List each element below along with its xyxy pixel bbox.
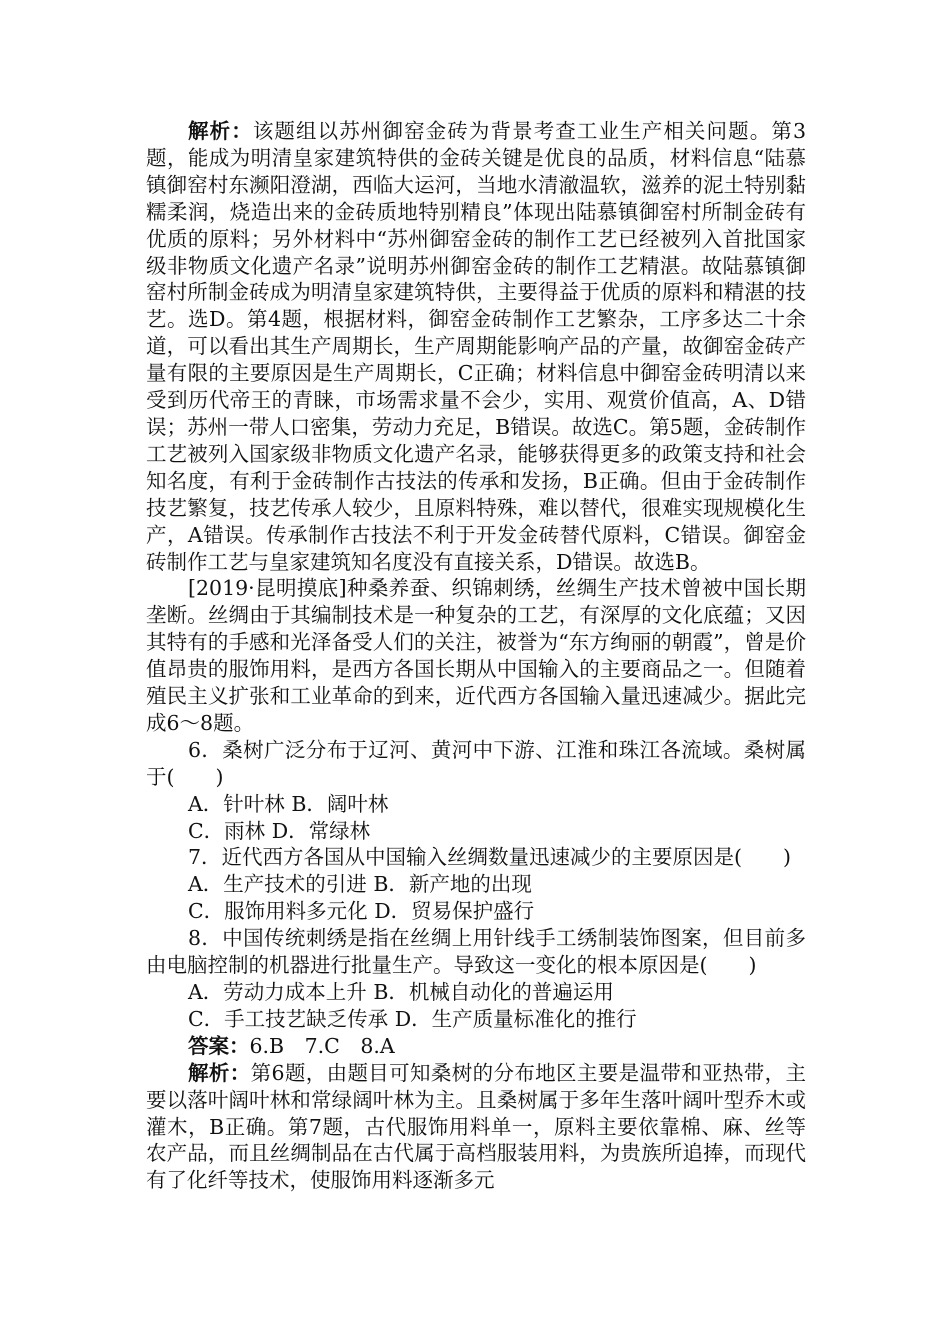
analysis-paragraph-1 <box>146 118 806 575</box>
analysis-paragraph-2 <box>146 1060 806 1195</box>
analysis-label: 解析： <box>188 119 253 143</box>
analysis-label-2: 解析： <box>188 1060 251 1085</box>
question-6-stem: 6．桑树广泛分布于辽河、黄河中下游、江淮和珠江各流域。桑树属于( ) <box>146 737 806 789</box>
analysis-text: 该题组以苏州御窑金砖为背景考查工业生产相关问题。第3题，能成为明清皇家建筑特供的金砖关键是优良的品质，材料信息“陆慕镇御窑村东濒阳澄湖，西临大运河，当地水清澈温软，滋养的泥土特别黏糯柔润，烧造出来的金砖质地特别精良”体现出陆慕镇御窑村所制金砖有优质的原料；另外材料中“苏州御窑金砖的制作工艺已经被列入首批国家级非物质文化遗产名录”说明苏州御窑金砖的制作工艺精湛。故陆慕镇御窑村所制金砖成为明清皇家建筑特供，主要得益于优质的原料和精湛的技艺。选D。第4题，根据材料，御窑金砖制作工艺繁杂，工序多达二十余道，可以看出其生产周期长，生产周期能影响产品的产量，故御窑金砖产量有限的主要原因是生产周期长，C正确；材料信息中御窑金砖明清以来受到历代帝王的青睐，市场需求量不会少，实用、观赏价值高，A、D错误；苏州一带人口密集，劳动力充足，B错误。故选C。第5题，金砖制作工艺被列入国家级非物质文化遗产名录，能够获得更多的政策支持和社会知名度，有利于金砖制作古技法的传承和发扬，B正确。但由于金砖制作技艺繁复，技艺传承人较少，且原料特殊，难以替代，很难实现规模化生产，A错误。传承制作古技法不利于开发金砖替代原料，C错误。御窑金砖制作工艺与皇家建筑知名度没有直接关系，D错误。故选B。 <box>146 119 807 574</box>
question-7-options-row-1: A．生产技术的引进 B．新产地的出现 <box>188 872 532 897</box>
question-6-options-row-1: A．针叶林 B．阔叶林 <box>188 791 389 816</box>
document-page <box>146 118 806 1194</box>
answer-line <box>146 1033 806 1060</box>
question-6-options-row-2: C．雨林 D．常绿林 <box>188 818 371 843</box>
question-8-options-row-2: C．手工技艺缺乏传承 D．生产质量标准化的推行 <box>188 1006 637 1031</box>
answer-label: 答案： <box>188 1033 250 1058</box>
question-8-options-row-1: A．劳动力成本上升 B．机械自动化的普遍运用 <box>188 980 614 1004</box>
analysis-text-2: 第6题，由题目可知桑树的分布地区主要是温带和亚热带，主要以落叶阔叶林和常绿阔叶林为主。且桑树属于多年生落叶阔叶型乔木或灌木，B正确。第7题，古代服饰用料单一，原料主要依靠棉、麻、丝等农产品，而且丝绸制品在古代属于高档服装用料，为贵族所追捧，而现代有了化纤等技术，使服饰用料逐渐多元 <box>146 1060 807 1193</box>
question-7-options-row-2: C．服饰用料多元化 D．贸易保护盛行 <box>188 899 535 924</box>
question-7-stem: 7．近代西方各国从中国输入丝绸数量迅速减少的主要原因是( ) <box>188 845 792 870</box>
passage-paragraph: [2019·昆明摸底]种桑养蚕、织锦刺绣，丝绸生产技术曾被中国长期垄断。丝绸由于其编制技术是一种复杂的工艺，有深厚的文化底蕴；又因其特有的手感和光泽备受人们的关注，被誉为“东方绚丽的朝霞”，曾是价值昂贵的服饰用料，是西方各国长期从中国输入的主要商品之一。但随着殖民主义扩张和工业革命的到来，近代西方各国输入量迅速减少。据此完成6～8题。 <box>146 576 806 735</box>
answer-text: 6.B 7.C 8.A <box>249 1033 395 1058</box>
question-8-stem: 8．中国传统刺绣是指在丝绸上用针线手工绣制装饰图案，但目前多由电脑控制的机器进行批量生产。导致这一变化的根本原因是( ) <box>146 926 806 978</box>
